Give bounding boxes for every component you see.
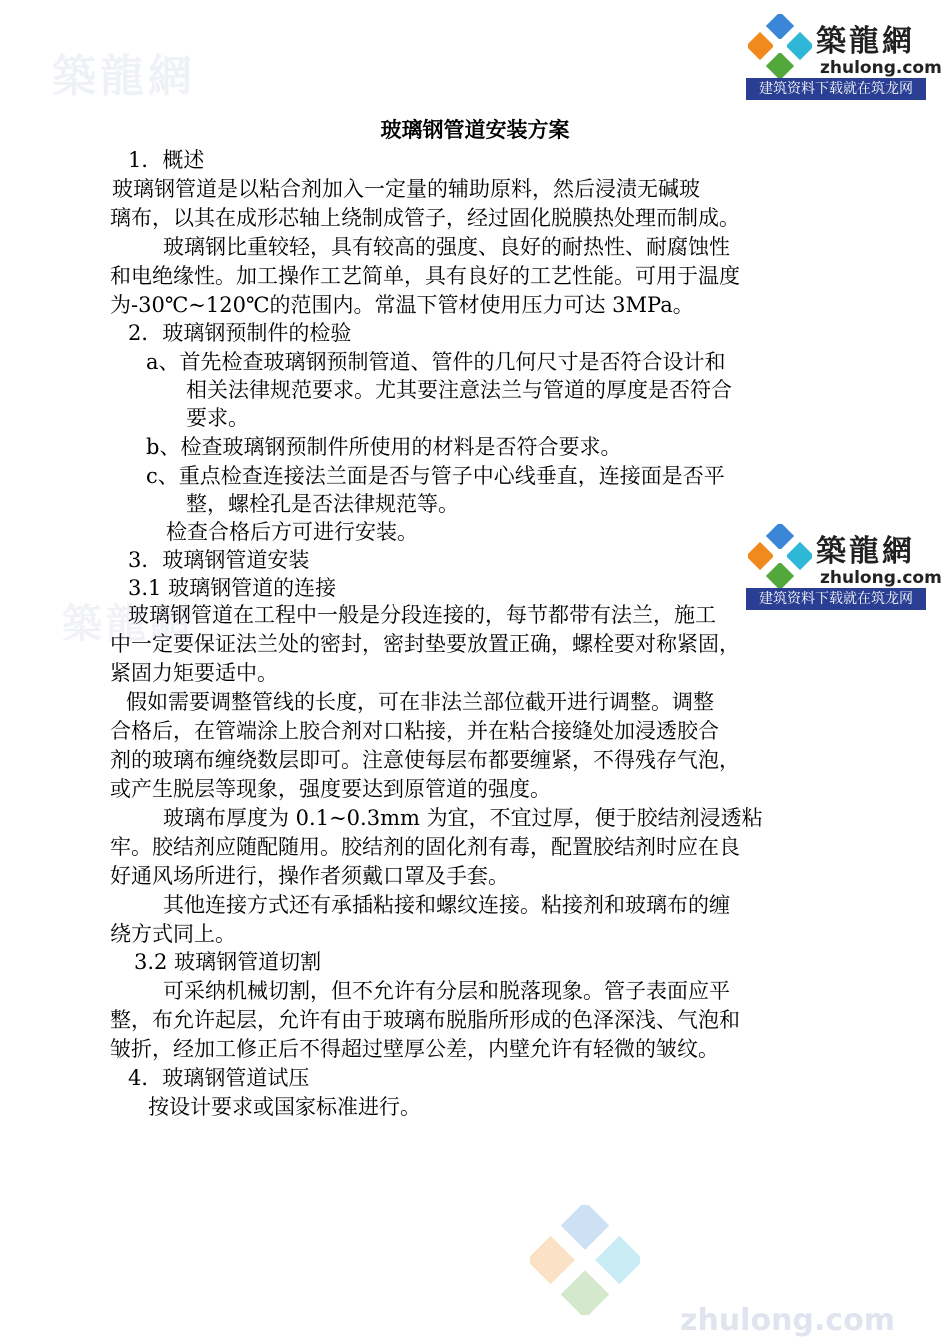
zhulong-mark-icon — [748, 524, 812, 588]
paragraph-line: 和电绝缘性。加工操作工艺简单，具有良好的工艺性能。可用于温度 — [110, 264, 740, 288]
watermark-text-middle: 築龍網 — [62, 601, 194, 647]
paragraph-line: 璃布，以其在成形芯轴上绕制成管子，经过固化脱膜热处理而制成。 — [110, 206, 740, 230]
logo-domain: zhulong.com — [820, 58, 942, 78]
logo-slogan: 建筑资料下载就在筑龙网 — [746, 78, 926, 100]
section-heading: 2．玻璃钢预制件的检验 — [128, 321, 352, 345]
paragraph-line: 中一定要保证法兰处的密封，密封垫要放置正确，螺栓要对称紧固， — [110, 632, 740, 656]
paragraph-line: 绕方式同上。 — [110, 922, 236, 946]
section-heading: 3．玻璃钢管道安装 — [128, 548, 310, 572]
zhulong-logo-middle — [746, 522, 942, 610]
subsection-heading: 3.2 玻璃钢管道切割 — [134, 950, 322, 974]
list-item: c、重点检查连接法兰面是否与管子中心线垂直，连接面是否平 — [146, 464, 725, 488]
paragraph-line: 玻璃钢比重较轻，具有较高的强度、良好的耐热性、耐腐蚀性 — [163, 235, 730, 259]
paragraph-line: 玻璃布厚度为 0.1~0.3mm 为宜，不宜过厚，便于胶结剂浸透粘 — [163, 806, 763, 830]
paragraph-line: 玻璃钢管道是以粘合剂加入一定量的辅助原料，然后浸渍无碱玻 — [112, 177, 700, 201]
list-item-continuation: 相关法律规范要求。尤其要注意法兰与管道的厚度是否符合 — [186, 378, 732, 402]
paragraph-line: 为-30℃~120℃的范围内。常温下管材使用压力可达 3MPa。 — [110, 293, 694, 317]
bottom-watermark — [530, 1205, 910, 1342]
paragraph-line: 牢。胶结剂应随配随用。胶结剂的固化剂有毒，配置胶结剂时应在良 — [110, 835, 740, 859]
section-heading: 4．玻璃钢管道试压 — [128, 1066, 310, 1090]
zhulong-logo-top — [746, 12, 942, 100]
watermark-text: 築龍網 — [52, 51, 196, 102]
paragraph-line: 整，布允许起层，允许有由于玻璃布脱脂所形成的色泽深浅、气泡和 — [110, 1008, 740, 1032]
paragraph-line: 或产生脱层等现象，强度要达到原管道的强度。 — [110, 777, 551, 801]
paragraph-line: 合格后，在管端涂上胶合剂对口粘接，并在粘合接缝处加浸透胶合 — [110, 719, 719, 743]
paragraph-line: 皱折，经加工修正后不得超过壁厚公差，内壁允许有轻微的皱纹。 — [110, 1037, 719, 1061]
paragraph-line: 假如需要调整管线的长度，可在非法兰部位截开进行调整。调整 — [126, 690, 714, 714]
zhulong-mark-icon — [748, 14, 812, 78]
paragraph-line: 检查合格后方可进行安装。 — [166, 520, 418, 544]
paragraph-line: 可采纳机械切割，但不允许有分层和脱落现象。管子表面应平 — [163, 979, 730, 1003]
paragraph-line: 其他连接方式还有承插粘接和螺纹连接。粘接剂和玻璃布的缠 — [163, 893, 730, 917]
list-item: a、首先检查玻璃钢预制管道、管件的几何尺寸是否符合设计和 — [146, 350, 726, 374]
subsection-heading: 3.1 玻璃钢管道的连接 — [128, 576, 337, 600]
logo-brand: 築龍網 — [816, 534, 915, 569]
paragraph-line: 按设计要求或国家标准进行。 — [148, 1095, 421, 1119]
logo-slogan: 建筑资料下载就在筑龙网 — [746, 588, 926, 610]
section-heading: 1．概述 — [128, 148, 205, 172]
paragraph-line: 剂的玻璃布缠绕数层即可。注意使每层布都要缠紧，不得残存气泡， — [110, 748, 740, 772]
paragraph-line: 紧固力矩要适中。 — [110, 661, 278, 685]
logo-brand: 築龍網 — [816, 24, 915, 59]
zhulong-mark-icon — [530, 1205, 640, 1315]
paragraph-line: 好通风场所进行，操作者须戴口罩及手套。 — [110, 864, 509, 888]
watermark-domain: zhulong.com — [680, 1303, 895, 1338]
list-item: b、检查玻璃钢预制件所使用的材料是否符合要求。 — [146, 435, 622, 459]
logo-domain: zhulong.com — [820, 568, 942, 588]
paragraph-line: 玻璃钢管道在工程中一般是分段连接的，每节都带有法兰，施工 — [128, 603, 716, 627]
document-title: 玻璃钢管道安装方案 — [380, 118, 570, 142]
list-item-continuation: 要求。 — [186, 406, 249, 430]
list-item-continuation: 整，螺栓孔是否法律规范等。 — [186, 492, 459, 516]
